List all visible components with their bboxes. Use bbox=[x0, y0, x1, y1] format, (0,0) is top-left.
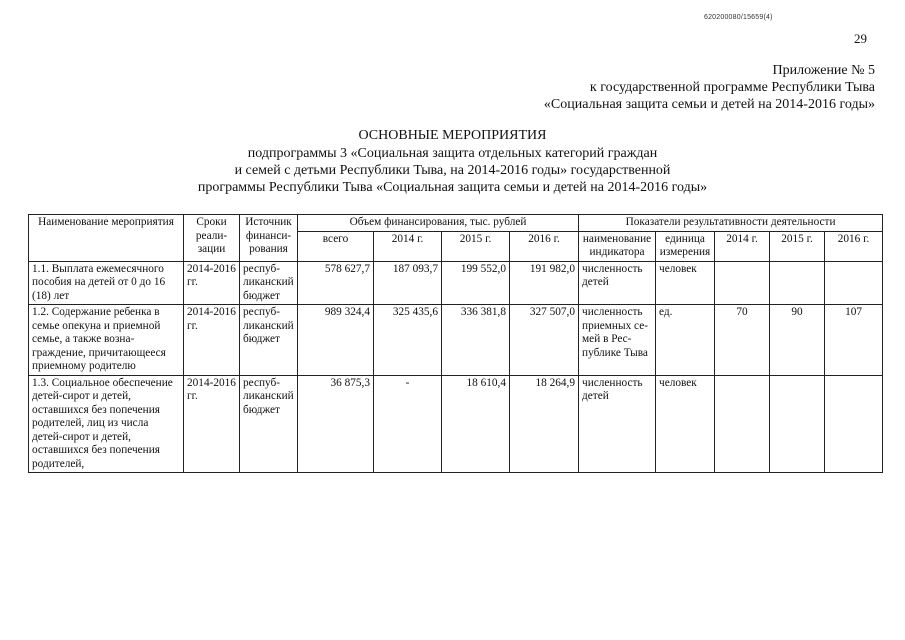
document-title: ОСНОВНЫЕ МЕРОПРИЯТИЯ bbox=[358, 128, 547, 143]
header-indicator-2014: 2014 г. bbox=[715, 231, 770, 261]
appendix-line-2: к государственной программе Республики Тыва bbox=[589, 80, 875, 95]
cell-2014: 187 093,7 bbox=[374, 261, 442, 305]
cell-2015: 18 610,4 bbox=[442, 375, 510, 473]
subtitle-line-1: подпрограммы 3 «Социальная защита отдельных категорий граждан bbox=[247, 146, 658, 161]
table-row bbox=[29, 305, 883, 376]
activities-table bbox=[28, 214, 883, 473]
cell-ind-2016 bbox=[825, 261, 883, 305]
cell-2016: 191 982,0 bbox=[510, 261, 579, 305]
cell-indicator: численность приемных семей в Республике Тыва bbox=[579, 305, 656, 376]
cell-ind-2014 bbox=[715, 261, 770, 305]
header-funding-total: всего bbox=[298, 231, 374, 261]
cell-source: республиканский бюджет bbox=[240, 305, 298, 376]
page-number: 29 bbox=[854, 31, 867, 46]
cell-name: 1.1. Выплата ежемесячного пособия на детей от 0 до 16 (18) лет bbox=[29, 261, 184, 305]
header-row-1 bbox=[29, 215, 883, 232]
cell-ind-2014: 70 bbox=[715, 305, 770, 376]
cell-ind-2015 bbox=[770, 261, 825, 305]
header-indicator-2015: 2015 г. bbox=[770, 231, 825, 261]
cell-2014: 325 435,6 bbox=[374, 305, 442, 376]
cell-2016: 18 264,9 bbox=[510, 375, 579, 473]
cell-terms: 2014-2016 гг. bbox=[184, 375, 240, 473]
cell-total: 578 627,7 bbox=[298, 261, 374, 305]
cell-ind-2015 bbox=[770, 375, 825, 473]
cell-indicator: численность детей bbox=[579, 375, 656, 473]
subtitle-line-3: программы Республики Тыва «Социальная защита семьи и детей на 2014-2016 годы» bbox=[197, 180, 708, 195]
cell-unit: ед. bbox=[656, 305, 715, 376]
cell-total: 989 324,4 bbox=[298, 305, 374, 376]
cell-source: республиканский бюджет bbox=[240, 375, 298, 473]
cell-terms: 2014-2016 гг. bbox=[184, 261, 240, 305]
header-funding-2016: 2016 г. bbox=[510, 231, 579, 261]
header-indicator-2016: 2016 г. bbox=[825, 231, 883, 261]
appendix-block bbox=[544, 62, 875, 113]
cell-unit: человек bbox=[656, 375, 715, 473]
cell-total: 36 875,3 bbox=[298, 375, 374, 473]
cell-2015: 199 552,0 bbox=[442, 261, 510, 305]
header-indicators-group: Показатели результативности деятельности bbox=[579, 215, 883, 232]
header-name: Наименование мероприятия bbox=[29, 215, 184, 262]
document-subtitle bbox=[0, 145, 905, 196]
cell-ind-2014 bbox=[715, 375, 770, 473]
header-indicator-name: наименование индикатора bbox=[579, 231, 656, 261]
table-row bbox=[29, 261, 883, 305]
header-funding-2015: 2015 г. bbox=[442, 231, 510, 261]
cell-source: республиканский бюджет bbox=[240, 261, 298, 305]
cell-terms: 2014-2016 гг. bbox=[184, 305, 240, 376]
cell-2016: 327 507,0 bbox=[510, 305, 579, 376]
table-row bbox=[29, 375, 883, 473]
header-source: Источник финансирования bbox=[240, 215, 298, 262]
cell-indicator: численность детей bbox=[579, 261, 656, 305]
document-stamp: 620200080/15659(4) bbox=[704, 14, 773, 21]
cell-2015: 336 381,8 bbox=[442, 305, 510, 376]
subtitle-line-2: и семей с детьми Республики Тыва, на 2014-2016 годы» государственной bbox=[234, 163, 671, 178]
cell-unit: человек bbox=[656, 261, 715, 305]
cell-ind-2016: 107 bbox=[825, 305, 883, 376]
appendix-line-3: «Социальная защита семьи и детей на 2014-2016 годы» bbox=[543, 97, 875, 112]
cell-name: 1.3. Социальное обеспечение детей-сирот и детей, оставшихся без попечения родителей, лиц из числа детей-сирот и детей, оставшихся без попечения родителей, bbox=[29, 375, 184, 473]
cell-ind-2016 bbox=[825, 375, 883, 473]
header-unit: единица измерения bbox=[656, 231, 715, 261]
cell-name: 1.2. Содержание ребенка в семье опекуна и приемной семье, а также вознаграждение, причитающееся приемному родителю bbox=[29, 305, 184, 376]
cell-ind-2015: 90 bbox=[770, 305, 825, 376]
header-funding-group: Объем финансирования, тыс. рублей bbox=[298, 215, 579, 232]
cell-2014: - bbox=[374, 375, 442, 473]
header-funding-2014: 2014 г. bbox=[374, 231, 442, 261]
header-terms: Сроки реализации bbox=[184, 215, 240, 262]
appendix-line-1: Приложение № 5 bbox=[772, 63, 875, 78]
